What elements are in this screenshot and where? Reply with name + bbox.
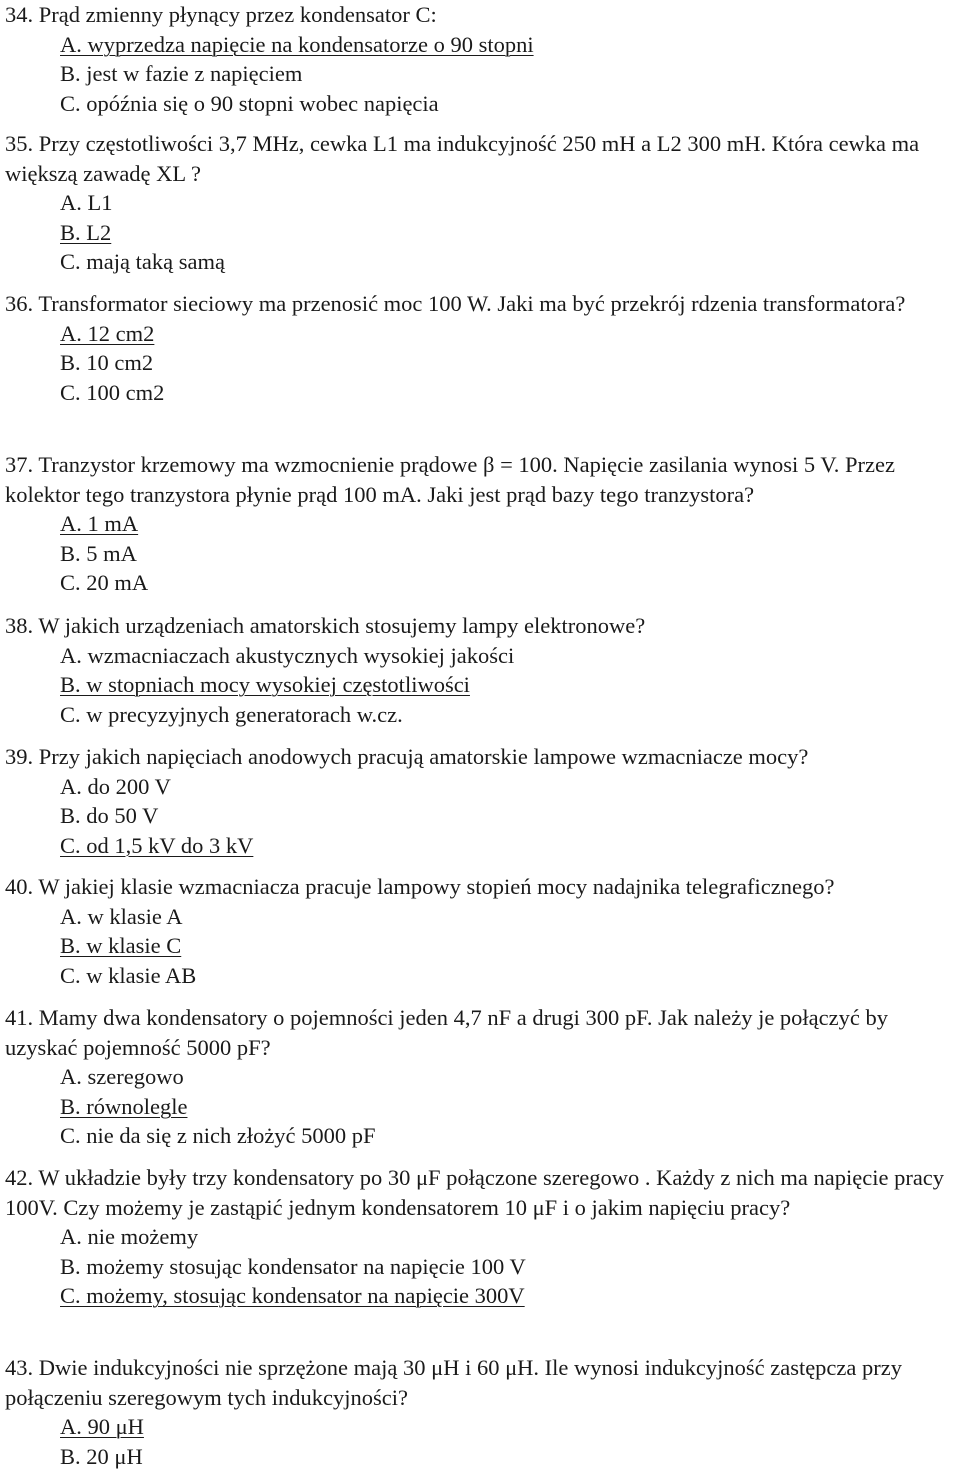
question-42 [5, 1163, 956, 1311]
answer-list [5, 319, 956, 408]
question-text: 34. Prąd zmienny płynący przez kondensator C: [5, 2, 437, 27]
answer-a-correct: A. 12 cm2 [60, 320, 155, 346]
answer-list [5, 641, 956, 730]
answer-list [5, 30, 956, 119]
question-text: 38. W jakich urządzeniach amatorskich stosujemy lampy elektronowe? [5, 613, 646, 638]
answer-c: C. w precyzyjnych generatorach w.cz. [60, 701, 403, 727]
answer-list [5, 509, 956, 598]
answer-list [5, 1222, 956, 1311]
answer-a-correct: A. wyprzedza napięcie na kondensatorze o 90 stopni [60, 31, 534, 57]
answer-b: B. możemy stosując kondensator na napięcie 100 V [60, 1253, 526, 1279]
question-39 [5, 742, 956, 860]
answer-list [5, 772, 956, 861]
answer-a: A. wzmacniaczach akustycznych wysokiej jakości [60, 642, 515, 668]
answer-a: A. szeregowo [60, 1064, 184, 1089]
answer-a: A. L1 [60, 190, 113, 215]
question-text: 36. Transformator sieciowy ma przenosić moc 100 W. Jaki ma być przekrój rdzenia transformatora? [5, 291, 906, 316]
answer-c: C. mają taką samą [60, 249, 225, 274]
question-37 [5, 450, 956, 598]
question-43 [5, 1353, 956, 1471]
answer-b-correct: B. w stopniach mocy wysokiej częstotliwości [60, 672, 470, 697]
answer-b: B. 10 cm2 [60, 350, 154, 375]
answer-list [5, 188, 956, 277]
answer-c: C. opóźnia się o 90 stopni wobec napięcia [60, 90, 439, 116]
question-41 [5, 1003, 956, 1151]
answer-b: B. 5 mA [60, 540, 137, 566]
answer-b-correct: B. w klasie C [60, 933, 182, 958]
question-text: 43. Dwie indukcyjności nie sprzężone mają 30 μH i 60 μH. Ile wynosi indukcyjność zastępcza przy połączeniu szeregowym tych indukcyjności? [5, 1355, 903, 1410]
question-text: 40. W jakiej klasie wzmacniacza pracuje lampowy stopień mocy nadajnika telegraficznego? [5, 874, 835, 899]
answer-a-correct: A. 1 mA [60, 511, 139, 536]
answer-c: C. 20 mA [60, 570, 149, 595]
question-text: 37. Tranzystor krzemowy ma wzmocnienie prądowe β = 100. Napięcie zasilania wynosi 5 V. Przez kolektor tego tranzystora płynie prąd 100 mA. Jaki jest prąd bazy tego tranzystora? [5, 452, 895, 507]
question-35 [5, 129, 956, 277]
answer-a: A. do 200 V [60, 773, 171, 799]
answer-c-correct: C. możemy, stosując kondensator na napięcie 300V [60, 1283, 525, 1308]
answer-c: C. nie da się z nich złożyć 5000 pF [60, 1123, 376, 1148]
answer-b: B. 20 μH [60, 1443, 143, 1469]
answer-list [5, 1412, 956, 1471]
question-text: 35. Przy częstotliwości 3,7 MHz, cewka L1 ma indukcyjność 250 mH a L2 300 mH. Która cewka ma większą zawadę XL ? [5, 131, 920, 186]
answer-a-correct: A. 90 μH [60, 1414, 144, 1439]
question-38 [5, 611, 956, 729]
answer-list [5, 1062, 956, 1151]
answer-b-correct: B. równolegle [60, 1093, 188, 1119]
answer-c-correct: C. od 1,5 kV do 3 kV [60, 832, 254, 858]
question-34 [5, 0, 956, 118]
question-text: 39. Przy jakich napięciach anodowych pracują amatorskie lampowe wzmacniacze mocy? [5, 744, 809, 769]
answer-b: B. do 50 V [60, 803, 159, 828]
question-40 [5, 872, 956, 990]
answer-a: A. nie możemy [60, 1224, 199, 1249]
question-36 [5, 289, 956, 407]
question-text: 42. W układzie były trzy kondensatory po 30 μF połączone szeregowo . Każdy z nich ma napięcie pracy 100V. Czy możemy je zastąpić jednym kondensatorem 10 μF i o jakim napięciu pracy? [5, 1165, 945, 1220]
answer-b-correct: B. L2 [60, 219, 112, 245]
question-text: 41. Mamy dwa kondensatory o pojemności jeden 4,7 nF a drugi 300 pF. Jak należy je połączyć by uzyskać pojemność 5000 pF? [5, 1005, 889, 1060]
answer-c: C. 100 cm2 [60, 379, 165, 405]
answer-c: C. w klasie AB [60, 962, 197, 988]
answer-b: B. jest w fazie z napięciem [60, 61, 303, 86]
answer-a: A. w klasie A [60, 903, 183, 929]
answer-list [5, 902, 956, 991]
